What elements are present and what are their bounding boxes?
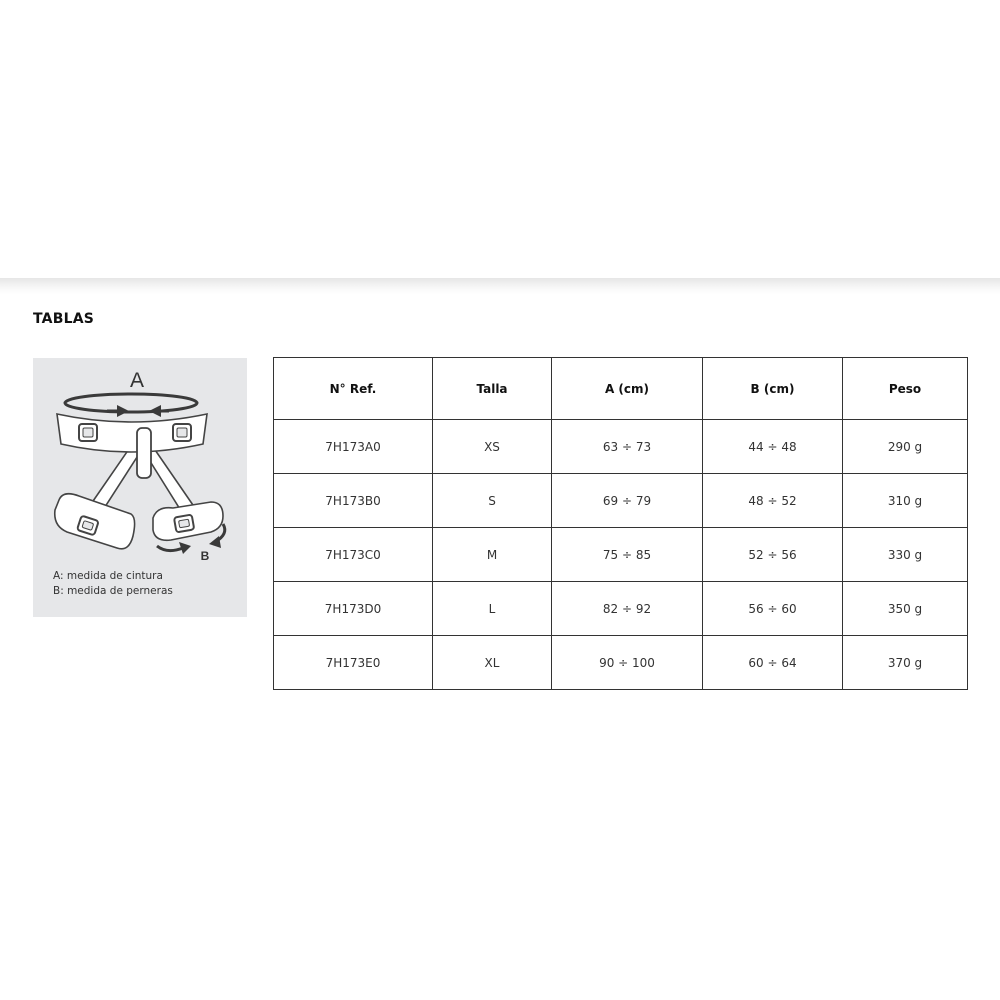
section-title: TABLAS — [33, 311, 95, 327]
cell-b: 44 ÷ 48 — [703, 420, 843, 474]
header-b: B (cm) — [703, 358, 843, 420]
cell-size: S — [433, 474, 552, 528]
size-table — [273, 357, 968, 690]
cell-ref: 7H173E0 — [274, 636, 433, 690]
header-weight: Peso — [843, 358, 968, 420]
table-row — [274, 474, 968, 528]
belay-loop — [137, 428, 151, 478]
cell-ref: 7H173D0 — [274, 582, 433, 636]
cell-b: 52 ÷ 56 — [703, 528, 843, 582]
cell-ref: 7H173A0 — [274, 420, 433, 474]
arrow-right-icon — [117, 405, 129, 417]
cell-a: 90 ÷ 100 — [552, 636, 703, 690]
cell-size: XS — [433, 420, 552, 474]
cell-weight: 350 g — [843, 582, 968, 636]
top-blank-area — [0, 0, 1000, 278]
table-header-row — [274, 358, 968, 420]
label-b: B — [200, 549, 210, 563]
section-divider — [0, 278, 1000, 294]
cell-a: 69 ÷ 79 — [552, 474, 703, 528]
harness-figure — [33, 358, 247, 617]
header-a: A (cm) — [552, 358, 703, 420]
cell-ref: 7H173C0 — [274, 528, 433, 582]
left-leg-strap — [91, 446, 139, 510]
table-row — [274, 528, 968, 582]
waist-measure-loop — [65, 394, 197, 412]
table-row — [274, 582, 968, 636]
arrow-left-icon — [149, 405, 161, 417]
figure-legend — [53, 569, 173, 599]
cell-ref: 7H173B0 — [274, 474, 433, 528]
legend-legs: B: medida de perneras — [53, 585, 173, 597]
cell-a: 63 ÷ 73 — [552, 420, 703, 474]
header-size: Talla — [433, 358, 552, 420]
cell-b: 48 ÷ 52 — [703, 474, 843, 528]
cell-size: L — [433, 582, 552, 636]
header-ref: N° Ref. — [274, 358, 433, 420]
cell-weight: 290 g — [843, 420, 968, 474]
cell-weight: 310 g — [843, 474, 968, 528]
cell-size: XL — [433, 636, 552, 690]
cell-b: 56 ÷ 60 — [703, 582, 843, 636]
cell-a: 82 ÷ 92 — [552, 582, 703, 636]
table-row — [274, 420, 968, 474]
cell-weight: 330 g — [843, 528, 968, 582]
cell-size: M — [433, 528, 552, 582]
legend-waist: A: medida de cintura — [53, 570, 163, 582]
cell-b: 60 ÷ 64 — [703, 636, 843, 690]
cell-weight: 370 g — [843, 636, 968, 690]
table-row — [274, 636, 968, 690]
label-a: A — [129, 369, 145, 392]
cell-a: 75 ÷ 85 — [552, 528, 703, 582]
